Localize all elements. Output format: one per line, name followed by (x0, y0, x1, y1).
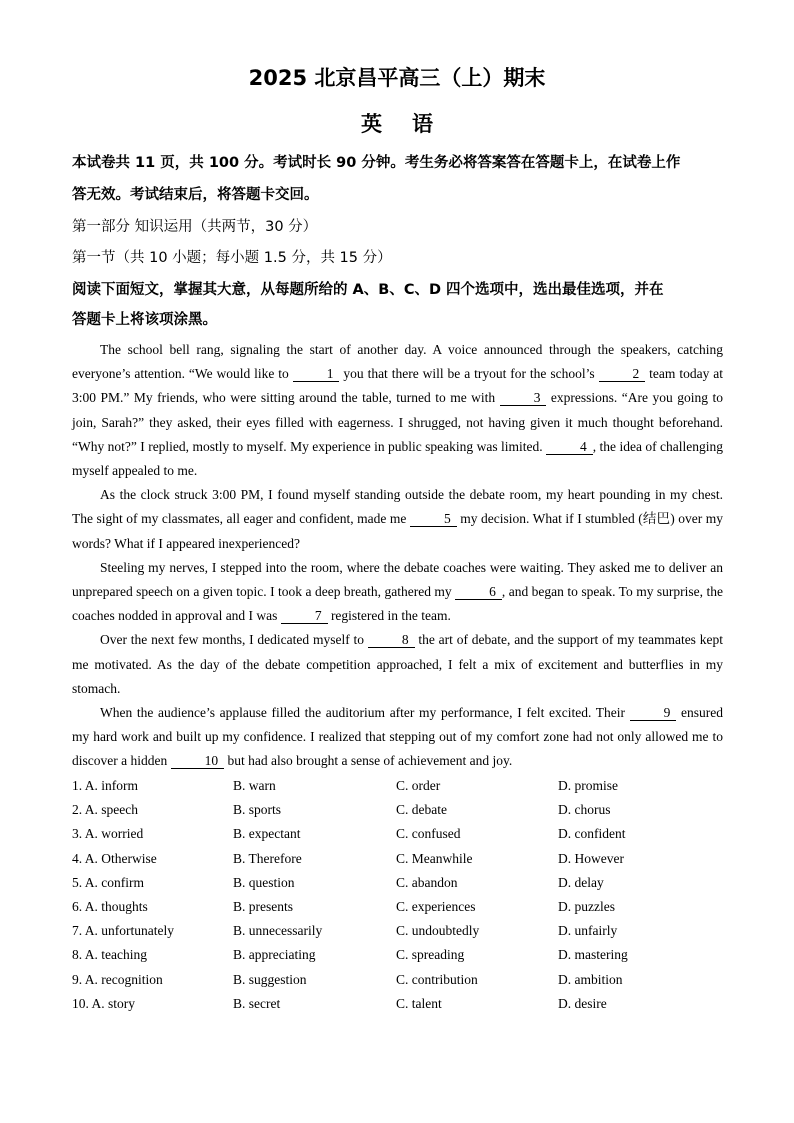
option-c: C. talent (396, 995, 442, 1011)
part-heading: 第一部分 知识运用（共两节，30 分） (72, 219, 318, 235)
paragraph-4 (72, 628, 723, 701)
passage-text: As the clock struck 3:00 PM, I found myself standing outside the debate room, my heart pounding in my chest. The sight of my classmates, all eager and confident, made me (72, 487, 723, 527)
option-row-5 (72, 871, 724, 895)
option-c: C. spreading (396, 947, 465, 963)
paragraph-3 (72, 556, 723, 629)
passage-text: , and began to speak. To my surprise, the coaches nodded in approval and I was (72, 584, 723, 624)
blank-6: 6 (455, 585, 502, 600)
option-a: 3. A. worried (72, 826, 144, 842)
option-c: C. contribution (396, 971, 478, 987)
option-d: D. However (558, 850, 624, 866)
option-d: D. unfairly (558, 923, 618, 939)
blank-9: 9 (630, 706, 677, 721)
blank-4: 4 (546, 440, 593, 455)
option-a: 4. A. Otherwise (72, 850, 157, 866)
option-b: B. suggestion (233, 971, 307, 987)
option-row-10 (72, 992, 724, 1016)
blank-8: 8 (368, 633, 415, 648)
option-a: 9. A. recognition (72, 971, 163, 987)
passage-text: , the idea of challenging myself appealed to me. (72, 438, 723, 479)
blank-5: 5 (410, 512, 457, 527)
option-d: D. mastering (558, 947, 628, 963)
option-row-2 (72, 798, 724, 822)
option-a: 8. A. teaching (72, 947, 147, 963)
blank-3: 3 (500, 391, 547, 406)
option-b: B. warn (233, 778, 276, 793)
option-d: D. promise (558, 778, 618, 793)
option-a: 2. A. speech (72, 802, 138, 818)
option-c: C. order (396, 778, 441, 793)
option-row-6 (72, 895, 724, 919)
option-d: D. desire (558, 995, 607, 1011)
subject-title: 英语 (361, 112, 463, 136)
passage-text: Steeling my nerves, I stepped into the room, where the debate coaches were waiting. They asked me to deliver an unprepared speech on a given topic. I took a deep breath, gathered my (72, 559, 723, 600)
passage-text: my decision. What if I stumbled (结巴) over my words? What if I appeared inexperienced? (72, 511, 723, 551)
option-c: C. Meanwhile (396, 850, 473, 866)
passage-text: expressions. “Are you going to join, Sarah?” they asked, their eyes filled with eagerness. I shrugged, not having given it much thought beforehand. “Why not?” I replied, mostly to myself. My experience in public speaking was limited. (72, 390, 723, 454)
passage-text: you that there will be a tryout for the school’s (339, 366, 599, 382)
option-row-1 (72, 774, 724, 798)
instructions-line-1: 本试卷共 11 页，共 100 分。考试时长 90 分钟。考生务必将答案答在答题卡上，在试卷上作 (72, 155, 681, 171)
passage-text: team today at 3:00 PM.” My friends, who were sitting around the table, turned to me with (72, 366, 723, 406)
section-heading: 第一节（共 10 小题；每小题 1.5 分，共 15 分） (72, 250, 392, 266)
option-row-8 (72, 943, 724, 967)
option-d: D. delay (558, 874, 604, 890)
instructions-line-2: 答无效。考试结束后，将答题卡交回。 (72, 187, 319, 203)
paragraph-5 (72, 701, 723, 774)
passage-text: registered in the team. (327, 608, 451, 624)
cloze-passage (72, 338, 723, 774)
option-d: D. puzzles (558, 898, 615, 914)
option-row-4 (72, 847, 724, 871)
passage-text: The school bell rang, signaling the start of another day. A voice announced through the speakers, catching everyone’s attention. “We would like to (72, 342, 723, 382)
option-b: B. Therefore (233, 850, 302, 866)
paragraph-2 (72, 483, 723, 556)
blank-7: 7 (281, 609, 328, 624)
answer-options (72, 774, 724, 1016)
blank-2: 2 (599, 367, 646, 382)
passage-text: ensured my hard work and built up my confidence. I realized that stepping out of my comfort zone had not only allowed me to discover a hidden (72, 705, 723, 769)
option-c: C. experiences (396, 898, 476, 914)
option-a: 7. A. unfortunately (72, 923, 174, 939)
option-d: D. ambition (558, 971, 623, 987)
passage-text: but had also brought a sense of achievement and joy. (224, 753, 513, 769)
option-a: 10. A. story (72, 995, 136, 1011)
passage-text: Over the next few months, I dedicated myself to (100, 632, 368, 648)
passage-text: the art of debate, and the support of my teammates kept me motivated. As the day of the debate competition approached, I felt a mix of excitement and butterflies in my stomach. (72, 632, 723, 696)
option-c: C. abandon (396, 874, 458, 890)
option-row-9 (72, 968, 724, 992)
blank-10: 10 (171, 754, 225, 769)
option-c: C. confused (396, 826, 461, 842)
exam-title: 2025 北京昌平高三（上）期末 (248, 66, 546, 90)
option-b: B. appreciating (233, 947, 316, 963)
directions-line-2: 答题卡上将该项涂黑。 (72, 312, 217, 328)
option-a: 6. A. thoughts (72, 898, 148, 914)
option-row-7 (72, 919, 724, 943)
option-b: B. question (233, 874, 295, 890)
option-b: B. sports (233, 802, 282, 818)
option-a: 5. A. confirm (72, 874, 144, 890)
option-b: B. secret (233, 995, 281, 1011)
option-b: B. expectant (233, 826, 301, 842)
passage-text: When the audience’s applause filled the auditorium after my performance, I felt excited. Their (100, 705, 630, 721)
directions-line-1: 阅读下面短文，掌握其大意，从每题所给的 A、B、C、D 四个选项中，选出最佳选项，并在 (72, 282, 664, 298)
blank-1: 1 (293, 367, 340, 382)
option-d: D. confident (558, 826, 626, 842)
option-c: C. debate (396, 802, 447, 818)
option-c: C. undoubtedly (396, 923, 480, 939)
option-b: B. unnecessarily (233, 923, 323, 939)
paragraph-1 (72, 338, 723, 483)
option-b: B. presents (233, 898, 293, 914)
option-d: D. chorus (558, 802, 611, 818)
option-row-3 (72, 822, 724, 846)
option-a: 1. A. inform (72, 778, 138, 793)
